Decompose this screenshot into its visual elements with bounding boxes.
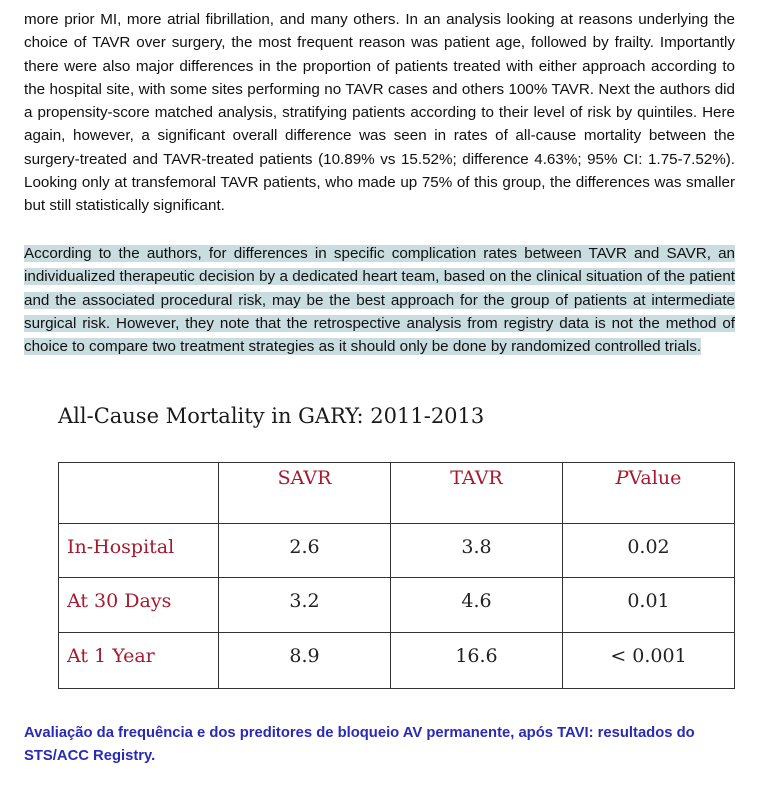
caption-link-text: Avaliação da frequência e dos preditores de bloqueio AV permanente, após TAVI: resultados do STS/ACC Registry. <box>24 725 695 765</box>
cell-p-value: < 0.001 <box>563 633 735 689</box>
header-p-italic: P <box>615 467 629 489</box>
row-label: At 30 Days <box>59 578 219 633</box>
table-row <box>59 524 735 578</box>
row-label: At 1 Year <box>59 633 219 689</box>
table-row <box>59 633 735 689</box>
highlighted-text: According to the authors, for differences in specific complication rates between TAVR and SAVR, an individualized therapeutic decision by a dedicated heart team, based on the clinical situation of the patient and the associated procedural risk, may be the best approach for the group of patients at intermediate surgical risk. However, they note that the retrospective analysis from registry data is not the method of choice to compare two treatment strategies as it should only be done by randomized controlled trials. <box>24 245 735 356</box>
body-paragraph-1: more prior MI, more atrial fibrillation, and many others. In an analysis looking at reasons underlying the choice of TAVR over surgery, the most frequent reason was patient age, followed by frailty. Importantly there were also major differences in the proportion of patients treated with either approach according to the hospital site, with some sites performing no TAVR cases and others 100% TAVR. Next the authors did a propensity-score matched analysis, stratifying patients according to their level of risk by quintiles. Here again, however, a significant overall difference was seen in rates of all-cause mortality between the surgery-treated and TAVR-treated patients (10.89% vs 15.52%; difference 4.63%; 95% CI: 1.75-7.52%). Looking only at transfemoral TAVR patients, who made up 75% of this group, the differences was smaller but still statistically significant. <box>24 11 735 215</box>
header-p-rest: Value <box>628 467 682 489</box>
cell-tavr: 4.6 <box>391 578 563 633</box>
cell-savr: 8.9 <box>219 633 391 689</box>
table-row <box>59 578 735 633</box>
header-tavr: TAVR <box>391 463 563 524</box>
cell-tavr: 3.8 <box>391 524 563 578</box>
header-empty-cell <box>59 463 219 524</box>
cell-tavr: 16.6 <box>391 633 563 689</box>
cell-savr: 2.6 <box>219 524 391 578</box>
mortality-table <box>58 462 735 689</box>
table-header-row <box>59 463 735 524</box>
body-paragraph-2-highlighted <box>24 242 735 358</box>
header-p-value <box>563 463 735 524</box>
table-title: All-Cause Mortality in GARY: 2011-2013 <box>58 404 485 428</box>
header-savr: SAVR <box>219 463 391 524</box>
cell-savr: 3.2 <box>219 578 391 633</box>
row-label: In-Hospital <box>59 524 219 578</box>
cell-p-value: 0.01 <box>563 578 735 633</box>
cell-p-value: 0.02 <box>563 524 735 578</box>
